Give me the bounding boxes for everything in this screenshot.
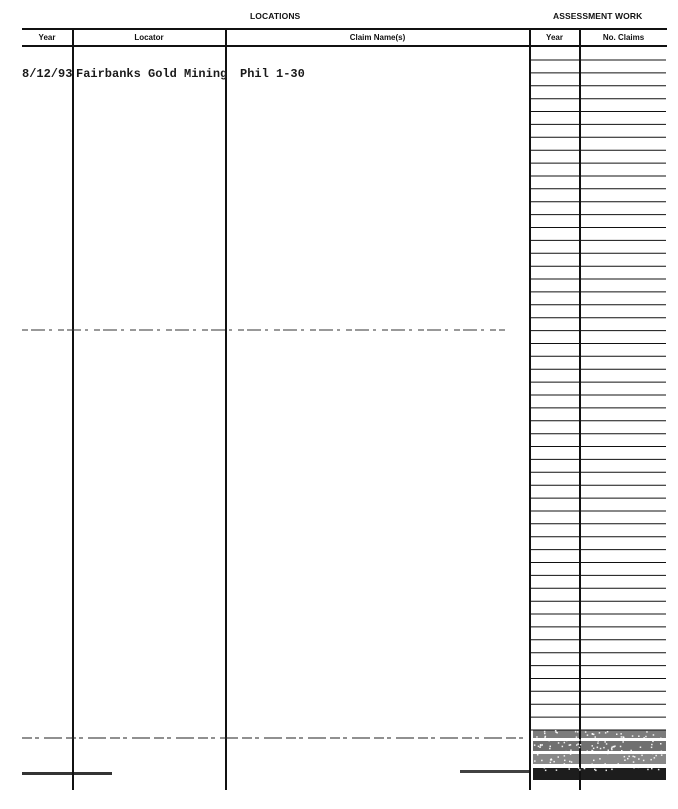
scan-speckle [628,756,630,758]
scan-speckle [593,760,595,762]
scan-speckle [555,732,557,734]
scan-speckle [575,731,577,733]
scan-speckle [569,768,571,770]
scan-speckle [558,742,560,744]
scan-speckle [589,752,591,754]
scan-speckle [553,761,555,763]
scan-speckle [595,770,597,772]
column-header-assessment-year: Year [546,33,563,42]
scan-speckle [638,767,640,769]
scan-speckle [569,761,571,763]
scan-speckle [645,736,647,738]
scan-noise-patch [533,741,666,751]
scan-speckle [545,738,547,740]
scan-speckle [592,745,594,747]
scan-noise-patch [22,772,112,775]
column-header-year: Year [38,33,56,42]
scan-speckle [562,746,564,748]
scan-speckle [616,734,618,736]
scan-speckle [540,744,542,746]
scan-speckle [551,758,553,760]
scan-speckle [543,765,545,767]
entry-year: 8/12/93 [22,67,73,81]
scan-speckle [580,744,582,746]
scan-speckle [640,747,642,749]
scan-speckle [534,760,536,762]
scan-speckle [536,736,538,738]
scan-speckle [596,739,598,741]
scan-speckle [651,744,653,746]
scan-speckle [599,758,601,760]
scan-speckle [579,747,581,749]
column-header-locator: Locator [134,33,164,42]
scan-speckle [592,733,594,735]
scan-speckle [650,759,652,761]
scan-speckle [538,746,540,748]
assessment-work-title: ASSESSMENT WORK [553,11,643,21]
scan-speckle [541,760,543,762]
column-header-claim-names: Claim Name(s) [349,33,406,42]
scan-speckle [548,740,550,742]
scan-speckle [614,745,616,747]
scan-speckle [570,753,572,755]
scan-speckle [565,765,567,767]
scan-speckle [583,767,585,769]
scan-speckle [606,770,608,772]
scan-speckle [587,750,589,752]
scan-noise-patch [533,768,666,780]
scan-speckle [542,744,544,746]
scan-speckle [607,753,609,755]
scan-speckle [597,747,599,749]
scan-speckle [577,743,579,745]
scan-speckle [544,767,546,769]
scan-speckle [599,732,601,734]
scan-speckle [630,750,632,752]
scan-speckle [576,736,578,738]
scan-speckle [600,748,602,750]
scan-speckle [609,739,611,741]
scan-speckle [620,733,622,735]
scan-speckle [598,740,600,742]
scan-speckle [643,760,645,762]
scan-speckle [564,763,566,765]
scan-speckle [613,746,615,748]
scan-speckle [661,751,663,753]
scan-speckle [587,734,589,736]
scan-speckle [655,755,657,757]
scan-speckle [623,737,625,739]
scan-speckle [564,760,566,762]
scan-speckle [621,736,623,738]
scan-speckle [632,735,634,737]
scan-speckle [591,750,593,752]
scan-speckle [579,769,581,771]
scan-speckle [647,769,649,771]
scan-speckle [534,744,536,746]
scan-speckle [658,769,660,771]
scan-speckle [606,743,608,745]
scan-noise-patch [460,770,530,773]
scan-speckle [599,739,601,741]
scan-speckle [633,767,635,769]
scan-speckle [632,756,634,758]
scan-speckle [550,762,552,764]
scan-speckle [604,763,606,765]
scan-speckle [621,765,623,767]
scan-speckle [662,752,664,754]
scan-speckle [652,741,654,743]
scan-speckle [594,752,596,754]
scan-speckle [653,734,655,736]
scan-speckle [656,764,658,766]
scan-speckle [570,744,572,746]
scan-speckle [539,747,541,749]
scan-speckle [565,751,567,753]
scan-speckle [592,739,594,741]
scan-speckle [537,754,539,756]
scan-speckle [604,741,606,743]
scan-speckle [638,758,640,760]
scan-speckle [607,731,609,733]
scan-speckle [556,769,558,771]
scan-speckle [608,750,610,752]
scan-speckle [564,742,566,744]
scan-speckle [651,768,653,770]
scan-speckle [587,739,589,741]
scan-speckle [624,756,626,758]
scan-speckle [603,751,605,753]
scan-speckle [555,730,557,732]
scan-speckle [549,748,551,750]
scan-speckle [651,747,653,749]
scan-speckle [660,743,662,745]
scan-speckle [564,755,566,757]
scan-speckle [544,731,546,733]
scan-speckle [621,750,623,752]
scan-speckle [611,749,613,751]
scan-speckle [579,739,581,741]
scan-speckle [585,731,587,733]
scan-speckle [591,764,593,766]
column-header-number-of-claims: No. Claims [602,33,645,42]
scan-speckle [551,739,553,741]
scan-speckle [661,754,663,756]
scan-speckle [598,752,600,754]
scan-speckle [654,757,656,759]
entry-locator: Fairbanks Gold Mining [76,67,228,81]
scan-speckle [646,731,648,733]
scan-speckle [620,746,622,748]
scan-speckle [603,747,605,749]
scan-speckle [622,741,624,743]
scan-speckle [549,766,551,768]
scan-speckle [593,748,595,750]
scan-speckle [560,751,562,753]
scan-speckle [618,763,620,765]
scan-speckle [638,736,640,738]
scan-speckle [574,766,576,768]
scan-speckle [545,736,547,738]
entry-claim-names: Phil 1-30 [240,67,305,81]
scan-speckle [558,756,560,758]
scan-speckle [641,755,643,757]
scan-speckle [660,738,662,740]
scan-speckle [633,761,635,763]
scan-speckle [643,737,645,739]
scan-speckle [568,740,570,742]
scan-speckle [544,733,546,735]
scan-speckle [605,766,607,768]
scan-speckle [576,744,578,746]
locations-title: LOCATIONS [250,11,301,21]
scan-speckle [652,753,654,755]
scan-speckle [593,765,595,767]
scan-speckle [577,731,579,733]
scan-speckle [597,742,599,744]
scan-speckle [605,732,607,734]
scan-speckle [634,756,636,758]
scan-speckle [611,769,613,771]
scan-speckle [624,760,626,762]
scan-speckle [570,750,572,752]
scan-speckle [627,758,629,760]
scan-speckle [566,740,568,742]
scan-speckle [545,770,547,772]
scan-speckle [550,746,552,748]
scan-speckle [571,761,573,763]
scan-speckle [578,767,580,769]
scan-speckle [595,736,597,738]
